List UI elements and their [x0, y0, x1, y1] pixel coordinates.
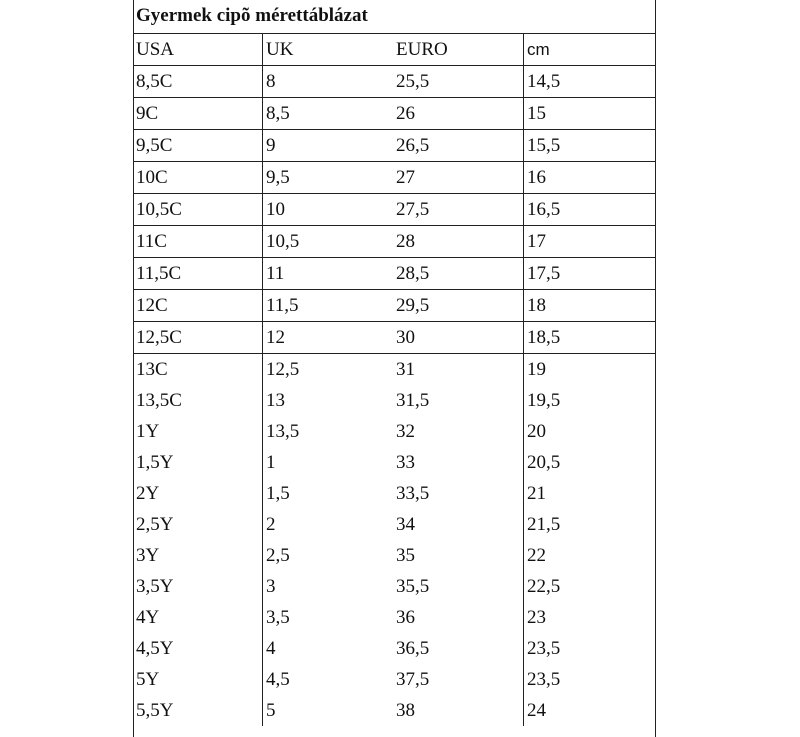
cell-uk: 1: [263, 447, 394, 478]
table-row: [133, 509, 656, 540]
cell-cm: 20: [524, 416, 657, 447]
cell-uk: 9,5: [263, 162, 394, 194]
table-row: [133, 66, 656, 98]
cell-usa: 9C: [133, 98, 263, 130]
table-row: [133, 354, 656, 386]
cell-usa: 3Y: [136, 545, 160, 566]
cell-uk: 3,5: [263, 602, 394, 633]
cell-euro: 28: [393, 226, 524, 258]
cell-euro: 37,5: [396, 669, 430, 690]
table-row: [133, 540, 656, 571]
cell-cm: 15: [524, 98, 657, 130]
cell-euro: 26,5: [393, 130, 524, 162]
cell-cm: 18: [524, 290, 657, 322]
cell-usa: 12C: [133, 290, 263, 322]
cell-euro: 38: [396, 700, 415, 721]
cell-usa: 8,5C: [133, 66, 263, 98]
cell-usa: 1Y: [136, 421, 160, 442]
cell-euro: 31,5: [396, 390, 430, 411]
table-row: [133, 571, 656, 602]
cell-cm: 21: [524, 478, 657, 509]
table-row: [133, 226, 656, 258]
cell-uk: 4,5: [263, 664, 394, 695]
table-row: [133, 98, 656, 130]
cell-uk: 5: [263, 695, 394, 726]
cell-usa: 10,5C: [133, 194, 263, 226]
table-row: [133, 194, 656, 226]
cell-euro: 33,5: [396, 483, 430, 504]
cell-usa: 13C: [133, 354, 263, 386]
cell-uk: 8,5: [263, 98, 394, 130]
cell-usa: 11,5C: [133, 258, 263, 290]
cell-uk: 4: [263, 633, 394, 664]
cell-euro: 36,5: [396, 638, 430, 659]
cell-euro: 25,5: [393, 66, 524, 98]
cell-cm: 22,5: [524, 571, 657, 602]
cell-uk: 11: [263, 258, 394, 290]
cell-euro: 28,5: [393, 258, 524, 290]
cell-euro: 27,5: [393, 194, 524, 226]
cell-usa: 4,5Y: [136, 638, 174, 659]
cell-cm: 21,5: [524, 509, 657, 540]
cell-euro: 30: [393, 322, 524, 354]
cell-cm: 19,5: [524, 385, 657, 416]
cell-cm: 19: [524, 354, 657, 386]
size-table-body: [133, 34, 656, 727]
cell-uk: 12,5: [263, 354, 394, 386]
table-row: [133, 447, 656, 478]
size-table: [133, 33, 656, 726]
cell-cm: 18,5: [524, 322, 657, 354]
cell-cm: 16: [524, 162, 657, 194]
cell-cm: 20,5: [524, 447, 657, 478]
cell-uk: 10,5: [263, 226, 394, 258]
cell-usa: 11C: [133, 226, 263, 258]
cell-uk: 8: [263, 66, 394, 98]
table-row: [133, 162, 656, 194]
cell-usa: 13,5C: [136, 390, 182, 411]
cell-usa: 3,5Y: [136, 576, 174, 597]
cell-usa: 2,5Y: [136, 514, 174, 535]
header-euro: EURO: [393, 34, 524, 66]
header-row: [133, 34, 656, 66]
table-row: [133, 258, 656, 290]
table-row: [133, 385, 656, 416]
cell-cm: 17: [524, 226, 657, 258]
cell-euro: 35,5: [396, 576, 430, 597]
header-cm: cm: [524, 34, 657, 66]
cell-euro: 32: [396, 421, 415, 442]
cell-cm: 23,5: [524, 664, 657, 695]
table-row: [133, 664, 656, 695]
cell-uk: 10: [263, 194, 394, 226]
cell-cm: 15,5: [524, 130, 657, 162]
cell-euro: 36: [396, 607, 415, 628]
cell-uk: 2: [263, 509, 394, 540]
cell-usa: 5Y: [136, 669, 160, 690]
table-row: [133, 602, 656, 633]
table-row: [133, 633, 656, 664]
cell-usa: 1,5Y: [136, 452, 174, 473]
cell-uk: 2,5: [263, 540, 394, 571]
header-usa: USA: [133, 34, 263, 66]
cell-uk: 1,5: [263, 478, 394, 509]
cell-cm: 24: [524, 695, 657, 726]
table-row: [133, 695, 656, 726]
cell-euro: 33: [396, 452, 415, 473]
cell-uk: 12: [263, 322, 394, 354]
cell-uk: 3: [263, 571, 394, 602]
cell-cm: 22: [524, 540, 657, 571]
cell-cm: 16,5: [524, 194, 657, 226]
cell-usa: 4Y: [136, 607, 160, 628]
table-row: [133, 416, 656, 447]
cell-usa: 10C: [133, 162, 263, 194]
cell-usa: 2Y: [136, 483, 160, 504]
cell-cm: 17,5: [524, 258, 657, 290]
table-row: [133, 290, 656, 322]
table-row: [133, 478, 656, 509]
cell-usa: 9,5C: [133, 130, 263, 162]
cell-euro: 31: [393, 354, 524, 386]
cell-cm: 23,5: [524, 633, 657, 664]
cell-usa: 5,5Y: [136, 700, 174, 721]
cell-uk: 13: [263, 385, 394, 416]
cell-euro: 26: [393, 98, 524, 130]
cell-euro: 34: [396, 514, 415, 535]
size-chart-sheet: [133, 0, 656, 737]
table-title: Gyermek cipõ mérettáblázat: [136, 5, 368, 26]
cell-euro: 27: [393, 162, 524, 194]
cell-cm: 14,5: [524, 66, 657, 98]
cell-euro: 29,5: [393, 290, 524, 322]
cell-uk: 13,5: [263, 416, 394, 447]
cell-usa: 12,5C: [133, 322, 263, 354]
table-row: [133, 130, 656, 162]
cell-euro: 35: [396, 545, 415, 566]
cell-cm: 23: [524, 602, 657, 633]
cell-uk: 9: [263, 130, 394, 162]
header-uk: UK: [263, 34, 394, 66]
table-row: [133, 322, 656, 354]
cell-uk: 11,5: [263, 290, 394, 322]
